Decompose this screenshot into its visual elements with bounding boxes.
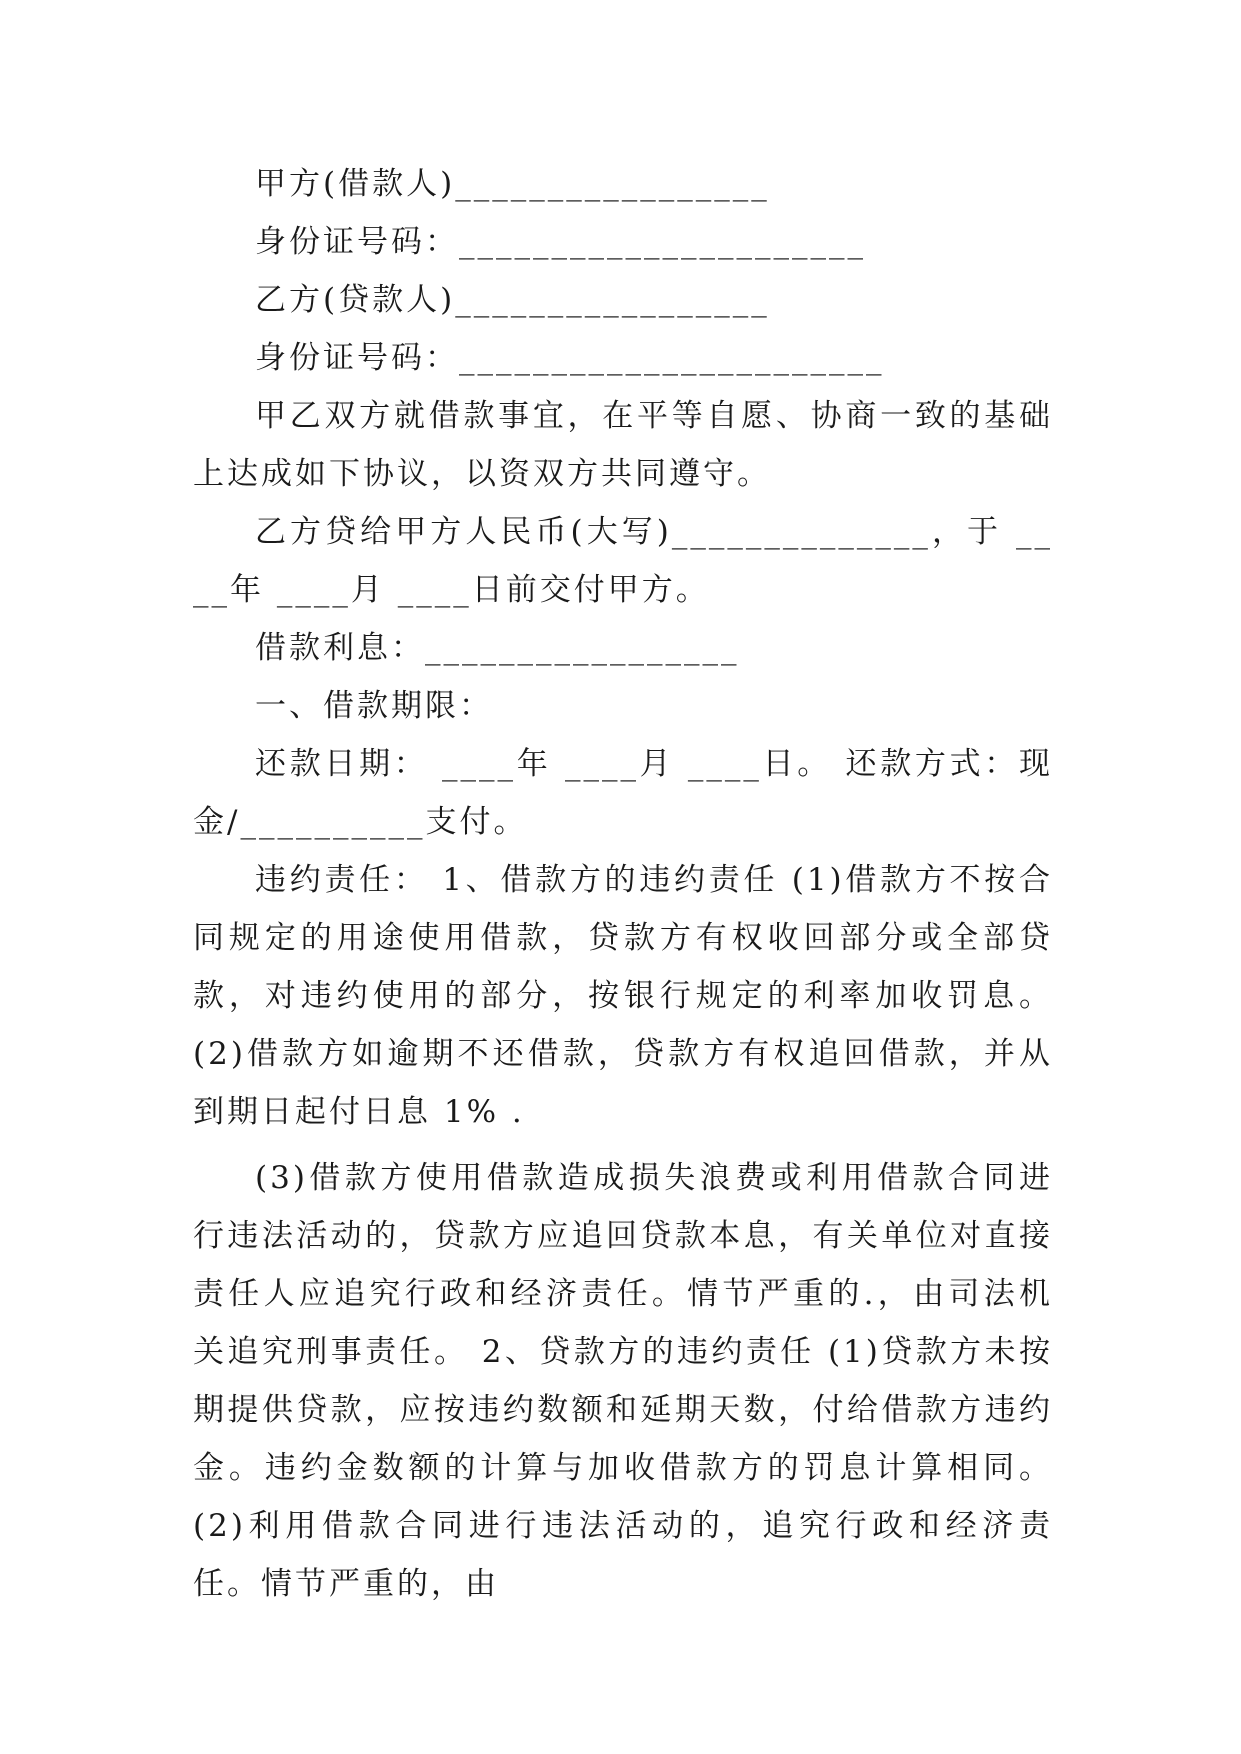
liability-paragraph-2: (3)借款方使用借款造成损失浪费或利用借款合同进行违法活动的，贷款方应追回贷款本息，有关单位对直接责任人应追究行政和经济责任。情节严重的.，由司法机关追究刑事责任。 2、贷款方的违约责任 (1)贷款方未按期提供贷款，应按违约数额和延期天数，付给借款方违约金。违约金数额的计算与加收借款方的罚息计算相同。 (2)利用借款合同进行违法活动的，追究行政和经济责任。情节严重的，由 <box>193 1160 1066 1602</box>
preamble-paragraph: 甲乙双方就借款事宜，在平等自愿、协商一致的基础上达成如下协议，以资双方共同遵守。 <box>193 398 1053 492</box>
party-a-line: 甲方(借款人)_________________ <box>255 166 770 202</box>
party-a-id-line: 身份证号码：______________________ <box>255 224 866 260</box>
repayment-paragraph: 还款日期： ____年 ____月 ____日。 还款方式：现金/__________支付。 <box>193 746 1053 840</box>
loan-amount-paragraph: 乙方贷给甲方人民币(大写)______________，于 ____年 ____月 ____日前交付甲方。 <box>193 514 1053 608</box>
liability-paragraph-1: 违约责任： 1、借款方的违约责任 (1)借款方不按合同规定的用途使用借款，贷款方有权收回部分或全部贷款，对违约使用的部分，按银行规定的利率加收罚息。 (2)借款方如逾期不还借款，贷款方有权追回借款，并从到期日起付日息 1% . <box>193 862 1066 1130</box>
contract-page <box>193 155 1066 1613</box>
party-b-line: 乙方(贷款人)_________________ <box>255 282 770 318</box>
interest-line: 借款利息：_________________ <box>255 630 740 666</box>
loan-term-heading: 一、借款期限： <box>255 688 493 724</box>
party-b-id-line: 身份证号码：_______________________ <box>255 340 885 376</box>
